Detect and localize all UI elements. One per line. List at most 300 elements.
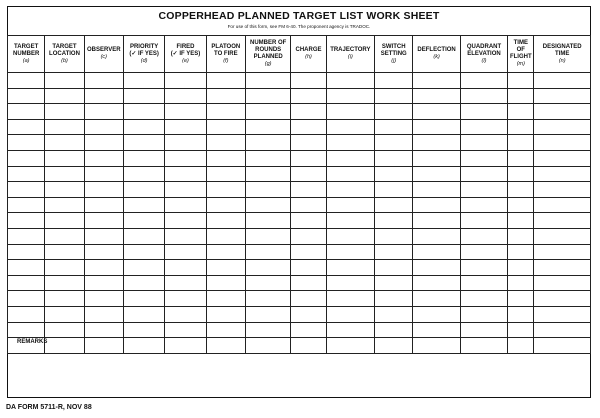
entry-cell[interactable]: [375, 275, 413, 291]
remarks-label: REMARKS: [17, 339, 48, 345]
entry-cell[interactable]: [508, 244, 534, 260]
entry-cell[interactable]: [245, 197, 290, 213]
entry-cell[interactable]: [534, 119, 591, 135]
form-number: DA FORM 5711-R, NOV 88: [6, 404, 92, 411]
entry-cell[interactable]: [291, 322, 326, 338]
entry-cell[interactable]: [508, 197, 534, 213]
table-row: [8, 73, 591, 89]
entry-cell[interactable]: [460, 88, 507, 104]
entry-cell[interactable]: [165, 228, 206, 244]
entry-cell[interactable]: [8, 88, 45, 104]
entry-cell[interactable]: [508, 150, 534, 166]
entry-cell[interactable]: [413, 150, 460, 166]
entry-cell[interactable]: [413, 322, 460, 338]
entry-cell[interactable]: [206, 338, 245, 354]
entry-cell[interactable]: [291, 88, 326, 104]
entry-cell[interactable]: [165, 88, 206, 104]
entry-cell[interactable]: [375, 88, 413, 104]
entry-cell[interactable]: [375, 166, 413, 182]
entry-cell[interactable]: [245, 73, 290, 89]
entry-cell[interactable]: [123, 306, 164, 322]
entry-cell[interactable]: [8, 291, 45, 307]
entry-cell[interactable]: [8, 135, 45, 151]
entry-cell[interactable]: [84, 291, 123, 307]
entry-cell[interactable]: [84, 322, 123, 338]
column-label: PRIORITY (✓ IF YES): [129, 43, 159, 57]
column-letter: (a): [22, 57, 30, 64]
entry-cell[interactable]: [375, 322, 413, 338]
form-frame: [7, 6, 591, 398]
entry-cell[interactable]: [245, 119, 290, 135]
entry-cell[interactable]: [8, 73, 45, 89]
entry-cell[interactable]: [84, 260, 123, 276]
column-header: [165, 36, 206, 73]
entry-cell[interactable]: [508, 275, 534, 291]
entry-cell[interactable]: [245, 166, 290, 182]
entry-cell[interactable]: [245, 244, 290, 260]
entry-cell[interactable]: [45, 119, 84, 135]
form-subtitle: For use of this form, see FM 6-40. The proponent agency is TRADOC.: [227, 24, 371, 29]
entry-cell[interactable]: [508, 260, 534, 276]
entry-cell[interactable]: [123, 228, 164, 244]
entry-cell[interactable]: [460, 228, 507, 244]
entry-cell[interactable]: [123, 182, 164, 198]
entry-cell[interactable]: [375, 213, 413, 229]
column-label: TRAJECTORY: [330, 47, 371, 53]
entry-cell[interactable]: [165, 166, 206, 182]
entry-cell[interactable]: [291, 228, 326, 244]
entry-cell[interactable]: [508, 104, 534, 120]
entry-cell[interactable]: [508, 338, 534, 354]
table-row: [8, 166, 591, 182]
entry-cell[interactable]: [45, 104, 84, 120]
entry-cell[interactable]: [534, 104, 591, 120]
entry-cell[interactable]: [375, 228, 413, 244]
form-title: COPPERHEAD PLANNED TARGET LIST WORK SHEET: [158, 10, 440, 22]
column-header: [245, 36, 290, 73]
entry-cell[interactable]: [245, 150, 290, 166]
entry-cell[interactable]: [460, 73, 507, 89]
entry-cell[interactable]: [245, 213, 290, 229]
entry-cell[interactable]: [245, 135, 290, 151]
entry-cell[interactable]: [534, 291, 591, 307]
column-label: OBSERVER: [87, 47, 121, 53]
entry-cell[interactable]: [375, 197, 413, 213]
entry-cell[interactable]: [165, 244, 206, 260]
entry-cell[interactable]: [123, 166, 164, 182]
entry-cell[interactable]: [460, 291, 507, 307]
entry-cell[interactable]: [165, 260, 206, 276]
table-row: [8, 228, 591, 244]
table-row: [8, 88, 591, 104]
column-label: NUMBER OF ROUNDS PLANNED: [250, 40, 287, 60]
entry-cell[interactable]: [534, 244, 591, 260]
entry-cell[interactable]: [413, 291, 460, 307]
column-label: SWITCH SETTING: [380, 43, 407, 57]
entry-cell[interactable]: [326, 244, 374, 260]
entry-cell[interactable]: [413, 197, 460, 213]
entry-cell[interactable]: [375, 104, 413, 120]
entry-cell[interactable]: [291, 244, 326, 260]
entry-cell[interactable]: [245, 228, 290, 244]
entry-cell[interactable]: [508, 322, 534, 338]
entry-cell[interactable]: [326, 213, 374, 229]
entry-cell[interactable]: [508, 73, 534, 89]
column-label: TIME OF FLIGHT: [509, 40, 532, 60]
entry-cell[interactable]: [460, 104, 507, 120]
entry-cell[interactable]: [84, 338, 123, 354]
entry-cell[interactable]: [413, 166, 460, 182]
entry-cell[interactable]: [291, 150, 326, 166]
entry-cell[interactable]: [123, 88, 164, 104]
entry-cell[interactable]: [291, 291, 326, 307]
entry-cell[interactable]: [8, 260, 45, 276]
entry-cell[interactable]: [375, 119, 413, 135]
entry-cell[interactable]: [508, 119, 534, 135]
entry-cell[interactable]: [8, 244, 45, 260]
table-row: [8, 306, 591, 322]
entry-cell[interactable]: [206, 182, 245, 198]
column-header: [123, 36, 164, 73]
entry-cell[interactable]: [165, 73, 206, 89]
entry-cell[interactable]: [534, 166, 591, 182]
entry-cell[interactable]: [45, 213, 84, 229]
table-row: [8, 213, 591, 229]
entry-cell[interactable]: [413, 88, 460, 104]
entry-cell[interactable]: [84, 88, 123, 104]
entry-cell[interactable]: [206, 244, 245, 260]
entry-cell[interactable]: [508, 135, 534, 151]
column-header: [45, 36, 84, 73]
entry-cell[interactable]: [508, 166, 534, 182]
entry-cell[interactable]: [165, 322, 206, 338]
entry-cell[interactable]: [206, 88, 245, 104]
entry-cell[interactable]: [84, 244, 123, 260]
entry-cell[interactable]: [291, 275, 326, 291]
entry-cell[interactable]: [413, 306, 460, 322]
entry-cell[interactable]: [534, 260, 591, 276]
entry-cell[interactable]: [413, 135, 460, 151]
entry-cell[interactable]: [534, 88, 591, 104]
entry-cell[interactable]: [84, 228, 123, 244]
entry-cell[interactable]: [534, 322, 591, 338]
entry-cell[interactable]: [45, 306, 84, 322]
entry-cell[interactable]: [291, 119, 326, 135]
entry-cell[interactable]: [165, 182, 206, 198]
entry-cell[interactable]: [245, 322, 290, 338]
entry-cell[interactable]: [123, 135, 164, 151]
entry-cell[interactable]: [45, 88, 84, 104]
entry-cell[interactable]: [508, 306, 534, 322]
entry-cell[interactable]: [206, 135, 245, 151]
entry-cell[interactable]: [460, 260, 507, 276]
entry-cell[interactable]: [165, 150, 206, 166]
entry-cell[interactable]: [165, 338, 206, 354]
entry-cell[interactable]: [291, 260, 326, 276]
entry-cell[interactable]: [460, 135, 507, 151]
entry-cell[interactable]: [245, 88, 290, 104]
entry-cell[interactable]: [84, 135, 123, 151]
entry-cell[interactable]: [326, 150, 374, 166]
entry-cell[interactable]: [45, 244, 84, 260]
entry-cell[interactable]: [413, 73, 460, 89]
entry-cell[interactable]: [84, 306, 123, 322]
entry-cell[interactable]: [326, 88, 374, 104]
entry-cell[interactable]: [326, 119, 374, 135]
entry-cell[interactable]: [326, 338, 374, 354]
entry-cell[interactable]: [326, 197, 374, 213]
column-letter: (h): [305, 54, 312, 60]
entry-cell[interactable]: [460, 166, 507, 182]
entry-cell[interactable]: [375, 73, 413, 89]
entry-cell[interactable]: [413, 104, 460, 120]
entry-cell[interactable]: [206, 213, 245, 229]
entry-cell[interactable]: [291, 166, 326, 182]
entry-cell[interactable]: [534, 182, 591, 198]
entry-cell[interactable]: [206, 306, 245, 322]
entry-cell[interactable]: [534, 197, 591, 213]
entry-cell[interactable]: [245, 104, 290, 120]
entry-cell[interactable]: [413, 275, 460, 291]
column-label: FIRED (✓ IF YES): [170, 43, 201, 57]
entry-cell[interactable]: [8, 166, 45, 182]
entry-cell[interactable]: [326, 306, 374, 322]
entry-cell[interactable]: [508, 182, 534, 198]
entry-cell[interactable]: [534, 135, 591, 151]
entry-cell[interactable]: [123, 73, 164, 89]
entry-cell[interactable]: [534, 213, 591, 229]
entry-cell[interactable]: [123, 291, 164, 307]
entry-cell[interactable]: [123, 244, 164, 260]
entry-cell[interactable]: [165, 197, 206, 213]
entry-cell[interactable]: [375, 306, 413, 322]
entry-cell[interactable]: [460, 197, 507, 213]
column-label: DEFLECTION: [417, 47, 456, 53]
entry-cell[interactable]: [326, 166, 374, 182]
entry-cell[interactable]: [123, 275, 164, 291]
entry-cell[interactable]: [375, 182, 413, 198]
entry-cell[interactable]: [413, 119, 460, 135]
entry-cell[interactable]: [291, 73, 326, 89]
entry-cell[interactable]: [291, 182, 326, 198]
entry-cell[interactable]: [460, 119, 507, 135]
entry-cell[interactable]: [413, 244, 460, 260]
entry-cell[interactable]: [413, 260, 460, 276]
entry-cell[interactable]: [45, 197, 84, 213]
entry-cell[interactable]: [326, 228, 374, 244]
entry-cell[interactable]: [123, 104, 164, 120]
entry-cell[interactable]: [165, 104, 206, 120]
entry-cell[interactable]: [460, 213, 507, 229]
entry-cell[interactable]: [84, 275, 123, 291]
entry-cell[interactable]: [245, 260, 290, 276]
entry-cell[interactable]: [123, 213, 164, 229]
entry-cell[interactable]: [206, 260, 245, 276]
entry-cell[interactable]: [245, 291, 290, 307]
entry-cell[interactable]: [8, 213, 45, 229]
entry-cell[interactable]: [45, 150, 84, 166]
entry-cell[interactable]: [123, 150, 164, 166]
table-row: [8, 291, 591, 307]
entry-cell[interactable]: [460, 338, 507, 354]
entry-cell[interactable]: [460, 322, 507, 338]
entry-cell[interactable]: [206, 73, 245, 89]
entry-cell[interactable]: [413, 213, 460, 229]
column-letter: (g): [264, 61, 272, 67]
entry-cell[interactable]: [123, 260, 164, 276]
entry-cell[interactable]: [291, 213, 326, 229]
entry-cell[interactable]: [460, 306, 507, 322]
table-row: [8, 197, 591, 213]
entry-cell[interactable]: [326, 260, 374, 276]
entry-cell[interactable]: [84, 104, 123, 120]
entry-cell[interactable]: [123, 338, 164, 354]
column-label: TARGET NUMBER: [12, 43, 40, 57]
column-header: [326, 36, 374, 73]
entry-cell[interactable]: [8, 306, 45, 322]
entry-cell[interactable]: [165, 119, 206, 135]
entry-cell[interactable]: [84, 73, 123, 89]
entry-cell[interactable]: [45, 73, 84, 89]
entry-cell[interactable]: [413, 338, 460, 354]
entry-cell[interactable]: [206, 119, 245, 135]
entry-cell[interactable]: [84, 197, 123, 213]
entry-cell[interactable]: [123, 322, 164, 338]
entry-cell[interactable]: [206, 197, 245, 213]
entry-cell[interactable]: [291, 197, 326, 213]
entry-cell[interactable]: [413, 228, 460, 244]
entry-cell[interactable]: [326, 182, 374, 198]
entry-cell[interactable]: [245, 275, 290, 291]
entry-cell[interactable]: [8, 228, 45, 244]
entry-cell[interactable]: [326, 322, 374, 338]
entry-cell[interactable]: [245, 338, 290, 354]
entry-cell[interactable]: [123, 197, 164, 213]
entry-cell[interactable]: [84, 150, 123, 166]
entry-cell[interactable]: [534, 306, 591, 322]
entry-cell[interactable]: [8, 275, 45, 291]
entry-cell[interactable]: [8, 104, 45, 120]
entry-cell[interactable]: [534, 73, 591, 89]
entry-cell[interactable]: [460, 182, 507, 198]
entry-cell[interactable]: [460, 150, 507, 166]
entry-cell[interactable]: [8, 119, 45, 135]
column-header: [84, 36, 123, 73]
column-header: [206, 36, 245, 73]
entry-cell[interactable]: [508, 88, 534, 104]
entry-cell[interactable]: [84, 166, 123, 182]
entry-cell[interactable]: [165, 213, 206, 229]
column-label: PLATOON TO FIRE: [211, 43, 241, 57]
column-header: [508, 36, 534, 73]
entry-cell[interactable]: [291, 338, 326, 354]
entry-cell[interactable]: [245, 182, 290, 198]
entry-cell[interactable]: [291, 104, 326, 120]
column-letter: (f): [223, 57, 229, 64]
entry-cell[interactable]: [84, 213, 123, 229]
entry-cell[interactable]: [84, 182, 123, 198]
entry-cell[interactable]: [508, 228, 534, 244]
entry-cell[interactable]: [460, 275, 507, 291]
entry-cell[interactable]: [375, 244, 413, 260]
entry-cell[interactable]: [206, 166, 245, 182]
entry-cell[interactable]: [326, 291, 374, 307]
column-letter: (n): [558, 57, 566, 64]
table-row: [8, 275, 591, 291]
entry-cell[interactable]: [165, 275, 206, 291]
entry-cell[interactable]: [8, 197, 45, 213]
entry-cell[interactable]: [326, 135, 374, 151]
column-header: [413, 36, 460, 73]
entry-cell[interactable]: [508, 291, 534, 307]
table-body: [8, 73, 591, 354]
entry-cell[interactable]: [326, 73, 374, 89]
column-letter: (k): [433, 54, 440, 60]
entry-cell[interactable]: [45, 322, 84, 338]
entry-cell[interactable]: [8, 322, 45, 338]
entry-cell[interactable]: [326, 275, 374, 291]
entry-cell[interactable]: [413, 182, 460, 198]
entry-cell[interactable]: [375, 338, 413, 354]
entry-cell[interactable]: [291, 135, 326, 151]
table-row: [8, 104, 591, 120]
entry-cell[interactable]: [165, 291, 206, 307]
column-letter: (j): [391, 57, 397, 64]
column-header: [291, 36, 326, 73]
entry-cell[interactable]: [206, 104, 245, 120]
entry-cell[interactable]: [534, 338, 591, 354]
entry-cell[interactable]: [45, 135, 84, 151]
column-letter: (e): [182, 57, 189, 64]
entry-cell[interactable]: [508, 213, 534, 229]
entry-cell[interactable]: [460, 244, 507, 260]
entry-cell[interactable]: [165, 135, 206, 151]
entry-cell[interactable]: [45, 260, 84, 276]
entry-cell[interactable]: [534, 228, 591, 244]
entry-cell[interactable]: [45, 338, 84, 354]
entry-cell[interactable]: [375, 135, 413, 151]
entry-cell[interactable]: [45, 291, 84, 307]
entry-cell[interactable]: [534, 150, 591, 166]
entry-cell[interactable]: [8, 182, 45, 198]
entry-cell[interactable]: [45, 182, 84, 198]
entry-cell[interactable]: [8, 150, 45, 166]
entry-cell[interactable]: [245, 306, 290, 322]
column-label: TARGET LOCATION: [49, 43, 80, 57]
entry-cell[interactable]: [206, 150, 245, 166]
column-letter: (b): [61, 57, 68, 64]
entry-cell[interactable]: [206, 291, 245, 307]
entry-cell[interactable]: [291, 306, 326, 322]
entry-cell[interactable]: [534, 275, 591, 291]
entry-cell[interactable]: [206, 322, 245, 338]
column-header: [8, 36, 45, 73]
entry-cell[interactable]: [206, 228, 245, 244]
entry-cell[interactable]: [45, 275, 84, 291]
entry-cell[interactable]: [375, 260, 413, 276]
column-letter: (i): [347, 54, 353, 60]
entry-cell[interactable]: [165, 306, 206, 322]
entry-cell[interactable]: [45, 166, 84, 182]
entry-cell[interactable]: [375, 150, 413, 166]
table-row: [8, 338, 591, 354]
entry-cell[interactable]: [45, 228, 84, 244]
entry-cell[interactable]: [123, 119, 164, 135]
entry-cell[interactable]: [375, 291, 413, 307]
entry-cell[interactable]: [326, 104, 374, 120]
entry-cell[interactable]: [84, 119, 123, 135]
entry-cell[interactable]: [206, 275, 245, 291]
